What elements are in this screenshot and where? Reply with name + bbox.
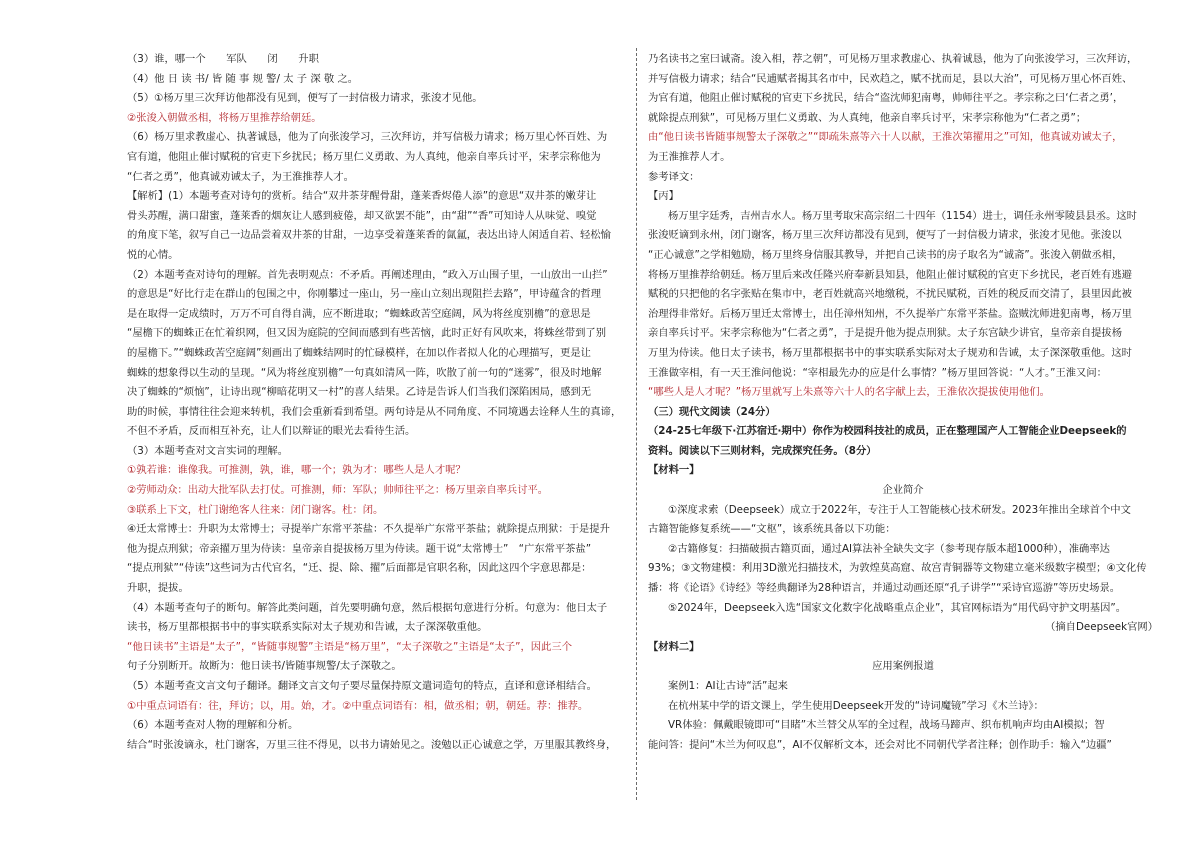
text-line: （6）本题考查对人物的理解和分析。	[127, 719, 299, 732]
text-line: 蜘蛛的想象得以生动的呈现。“风为将丝度别檐”一句真如清风一阵，吹散了前一句的“迷雾”，很及时地解	[127, 366, 602, 379]
text-line: 的角度下笔，叙写自己一边品尝着双井茶的甘甜，一边享受着蓬莱香的氤氲，表达出诗人闲适自若、轻松愉	[127, 229, 611, 242]
text-line: 亲自率兵讨平。宋孝宗称他为“仁者之勇”，于是提升他为提点刑狱。太子东宫缺少讲官，皇帝亲自提拔杨	[648, 327, 1123, 340]
text-line: ②古籍修复：扫描破损古籍页面，通过AI算法补全缺失文字（参考现存版本超1000种），准确率达	[668, 542, 1110, 555]
text-line: 的意思是“好比行走在群山的包围之中，你刚攀过一座山，另一座山立刻出现阻拦去路”，甲诗蕴含的哲理	[127, 288, 602, 301]
text-line: 在杭州某中学的语文课上，学生使用Deepseek开发的“诗词魔镜”学习《木兰诗》：	[668, 699, 1044, 712]
text-line: （摘自Deepseek官网）	[1045, 621, 1158, 634]
text-line: ③联系上下文，杜门谢绝客人往来：闭门谢客。杜：闭。	[127, 503, 384, 516]
text-line: 杨万里字廷秀，吉州吉水人。杨万里考取宋高宗绍二十四年（1154）进士，调任永州零陵县县丞。这时	[668, 209, 1137, 222]
text-line: 他为提点刑狱；帝亲擢万里为侍读：皇帝亲自提拔杨万里为侍读。题干说“太常博士” “广东常平茶盐”	[127, 542, 592, 555]
text-line: 资料。阅读以下三则材料，完成探究任务。（8分）	[648, 444, 877, 457]
text-line: 官有道，他阻止催讨赋税的官吏下乡扰民；杨万里仁义勇敢、为人真纯，他亲自率兵讨平，宋孝宗称他为	[127, 150, 601, 163]
text-line: 万里为侍读。他日太子读书，杨万里都根据书中的事实联系实际对太子规劝和告诫，太子深深敬重他。这时	[648, 346, 1132, 359]
text-line: 93%；③文物建模：利用3D激光扫描技术，为敦煌莫高窟、故宫青铜器等文物建立毫米级数字模型；④文化传	[648, 562, 1147, 575]
text-line: （2）本题考查对诗句的理解。首先表明观点：不矛盾。再阐述理由，“政入万山围子里，一山放出一山拦”	[127, 268, 608, 281]
text-line: 读书，杨万里都根据书中的事实联系实际对太子规劝和告诫，太子深深敬重他。	[127, 621, 488, 634]
text-line: 就除提点刑狱”，可见杨万里仁义勇敢、为人真纯，他亲自率兵讨平，宋孝宗称他为“仁者之勇”；	[648, 111, 1087, 124]
text-line: 的屋檐下。”“蜘蛛政苦空庭阔”刻画出了蜘蛛结网时的忙碌模样，在加以作者拟人化的心理描写，更是让	[127, 346, 591, 359]
text-line: ②劳师动众：出动大批军队去打仗。可推测，师：军队；帅师往平之：杨万里亲自率兵讨平。	[127, 484, 549, 497]
text-line: 案例1：AI让古诗“活”起来	[668, 680, 788, 692]
text-line: “提点刑狱”“侍读”这些词为古代官名，“迁、提、除、擢”后面都是官职名称，因此这四个字意思都是：	[127, 562, 592, 575]
text-line: 【材料二】	[648, 640, 700, 653]
text-line: ④迁太常博士：升职为太常博士；寻提举广东常平茶盐：不久提举广东常平茶盐；就除提点刑狱：于是提升	[127, 523, 610, 536]
text-line: （4）本题考查句子的断句。解答此类问题，首先要明确句意，然后根据句意进行分析。句意为：他日太子	[127, 601, 608, 614]
text-line: 【材料一】	[648, 464, 700, 477]
text-line: （4）他 日 读 书/ 皆 随 事 规 警/ 太 子 深 敬 之。	[127, 72, 359, 85]
text-line: （3）谁，哪一个 军队 闭 升职	[127, 53, 319, 65]
right-column	[648, 50, 1158, 755]
text-line: 【丙】	[648, 190, 679, 203]
text-line: ②张浚入朝做丞相，将杨万里推荐给朝廷。	[127, 111, 322, 124]
text-line: 悦的心情。	[127, 248, 179, 261]
column-divider	[636, 48, 637, 800]
text-line: VR体验：佩戴眼镜即可“目睹”木兰替父从军的全过程，战场马蹄声、织布机响声均由AI模拟；智	[668, 719, 1105, 732]
text-line: 【解析】(1）本题考查对诗句的赏析。结合“双井茶芽醒骨甜，蓬莱香烬倦人添”的意思“双井茶的嫩芽让	[127, 190, 597, 203]
text-line: ①深度求索（Deepseek）成立于2022年，专注于人工智能核心技术研发。2023年推出全球首个中文	[668, 503, 1131, 516]
left-column	[127, 50, 637, 755]
text-line: 并写信极力请求；结合“民逋赋者揭其名市中，民欢趋之，赋不扰而足，县以大治”，可见杨万里心怀百姓、	[648, 72, 1133, 85]
text-line: “正心诚意”之学相勉励，杨万里终身信服其教导，并把自己读书的房子取名为“诚斋”。张浚入朝做丞相，	[648, 248, 1123, 261]
text-line: 治理得非常好。后杨万里迁太常博士，出任漳州知州，不久提举广东常平茶盐。盗贼沈师进犯南粤，杨万里	[648, 307, 1132, 320]
text-line: ①孰若谁：谁像我。可推测，孰，谁，哪一个；孰为才：哪些人是人才呢？	[127, 464, 466, 477]
text-line: “仁者之勇”，他真诚劝诫太子，为王淮推荐人才。	[127, 170, 354, 183]
text-line: 应用案例报道	[872, 660, 934, 673]
text-line: （三）现代文阅读（24分）	[648, 405, 776, 418]
text-line: 助的时候，事情往往会迎来转机，我们会重新看到希望。两句诗是从不同角度、不同境遇去诠释人生的真谛，	[127, 405, 622, 418]
text-line: “他日读书”主语是“太子”，“皆随事规警”主语是“杨万里”，“太子深敬之”主语是“太子”，因此三个	[127, 640, 572, 653]
text-line: （6）杨万里求教虚心、执著诚恳，他为了向张浚学习，三次拜访，并写信极力请求；杨万里心怀百姓、为	[127, 131, 608, 144]
text-line: ⑤2024年，Deepseek入选“国家文化数字化战略重点企业”，其官网标语为“用代码守护文明基因”。	[668, 601, 1126, 614]
text-line: 张浚贬谪到永州，闭门谢客，杨万里三次拜访都没有见到，便写了一封信极力请求，张浚才见他。张浚以	[648, 229, 1122, 242]
text-line: 企业简介	[882, 484, 924, 497]
text-line: 能问答：提问“木兰为何叹息”，AI不仅解析文本，还会对比不同朝代学者注释；创作助手：输入“边疆”	[648, 738, 1112, 751]
text-line: 古籍智能修复系统——“文枢”，该系统具备以下功能：	[648, 523, 896, 536]
text-line: 不但不矛盾，反而相互补充，让人们以辩证的眼光去看待生活。	[127, 425, 416, 438]
text-line: 参考译文：	[648, 170, 700, 183]
text-line: （24-25七年级下·江苏宿迁·期中）你作为校园科技社的成员，正在整理国产人工智能企业Deepseek的	[648, 425, 1127, 438]
text-line: 王淮做宰相，有一天王淮问他说：“宰相最先办的应是什么事情？”杨万里回答说：“人才。”王淮又问：	[648, 366, 1107, 379]
text-line: ①中重点词语有：往，拜访；以，用。始，才。②中重点词语有：相，做丞相；朝，朝廷。荐：推荐。	[127, 699, 589, 712]
text-line: 骨头苏醒，满口甜蜜，蓬莱香的烟灰让人感到疲倦，却又欲罢不能”，由“甜”“香”可知诗人从味觉、嗅觉	[127, 209, 597, 222]
text-line: “哪些人是人才呢？”杨万里就写上朱熹等六十人的名字献上去，王淮依次提拔使用他们。	[648, 386, 1050, 399]
text-line: 将杨万里推荐给朝廷。杨万里后来改任隆兴府奉新县知县，他阻止催讨赋税的官吏下乡扰民，老百姓有逃避	[648, 268, 1132, 281]
text-line: 是在取得一定成绩时，万万不可自得自满，应不断进取；“蜘蛛政苦空庭阔，风为将丝度别檐”的意思是	[127, 307, 591, 320]
text-line: 句子分别断开。故断为：他日读书/皆随事规警/太子深敬之。	[127, 660, 402, 673]
text-line: 为官有道，他阻止催讨赋税的官吏下乡扰民，结合“盗沈师犯南粤，帅师往平之。孝宗称之曰‘仁者之勇’，	[648, 92, 1124, 105]
text-line: 乃名读书之室曰诚斋。浚入相，荐之朝”，可见杨万里求教虚心、执着诚恳，他为了向张浚学习，三次拜访，	[648, 53, 1138, 65]
text-line: 升职，提拔。	[127, 582, 189, 595]
text-line: 结合“时张浚谪永，杜门谢客，万里三往不得见，以书力请始见之。浚勉以正心诚意之学，万里服其教终身，	[127, 738, 617, 751]
text-line: “屋檐下的蜘蛛正在忙着织网，但又因为庭院的空间而感到有些苦恼，此时正好有风吹来，将蛛丝带到了别	[127, 327, 606, 340]
text-line: 播：将《论语》《诗经》等经典翻译为28种语言，并通过动画还原“孔子讲学”“采诗官巡游”等历史场景。	[648, 582, 1121, 595]
text-line: （5）①杨万里三次拜访他都没有见到，便写了一封信极力请求，张浚才见他。	[127, 92, 483, 105]
text-line: （5）本题考查文言文句子翻译。翻译文言文句子要尽量保持原文遣词造句的特点，直译和意译相结合。	[127, 680, 597, 692]
text-line: 决了蜘蛛的“烦恼”，让诗出现“柳暗花明又一村”的喜人结果。乙诗是告诉人们当我们深陷困局，感到无	[127, 386, 592, 399]
text-line: 为王淮推荐人才。	[648, 150, 731, 163]
text-line: 由“他日读书皆随事规警太子深敬之”“即疏朱熹等六十人以献，王淮次第擢用之”可知，他真诚劝诫太子，	[648, 131, 1123, 144]
text-line: （3）本题考查对文言实词的理解。	[127, 444, 289, 457]
text-line: 赋税的只把他的名字张贴在集市中，老百姓就高兴地缴税，不扰民赋税，百姓的税反而交清了，县里因此被	[648, 288, 1132, 301]
